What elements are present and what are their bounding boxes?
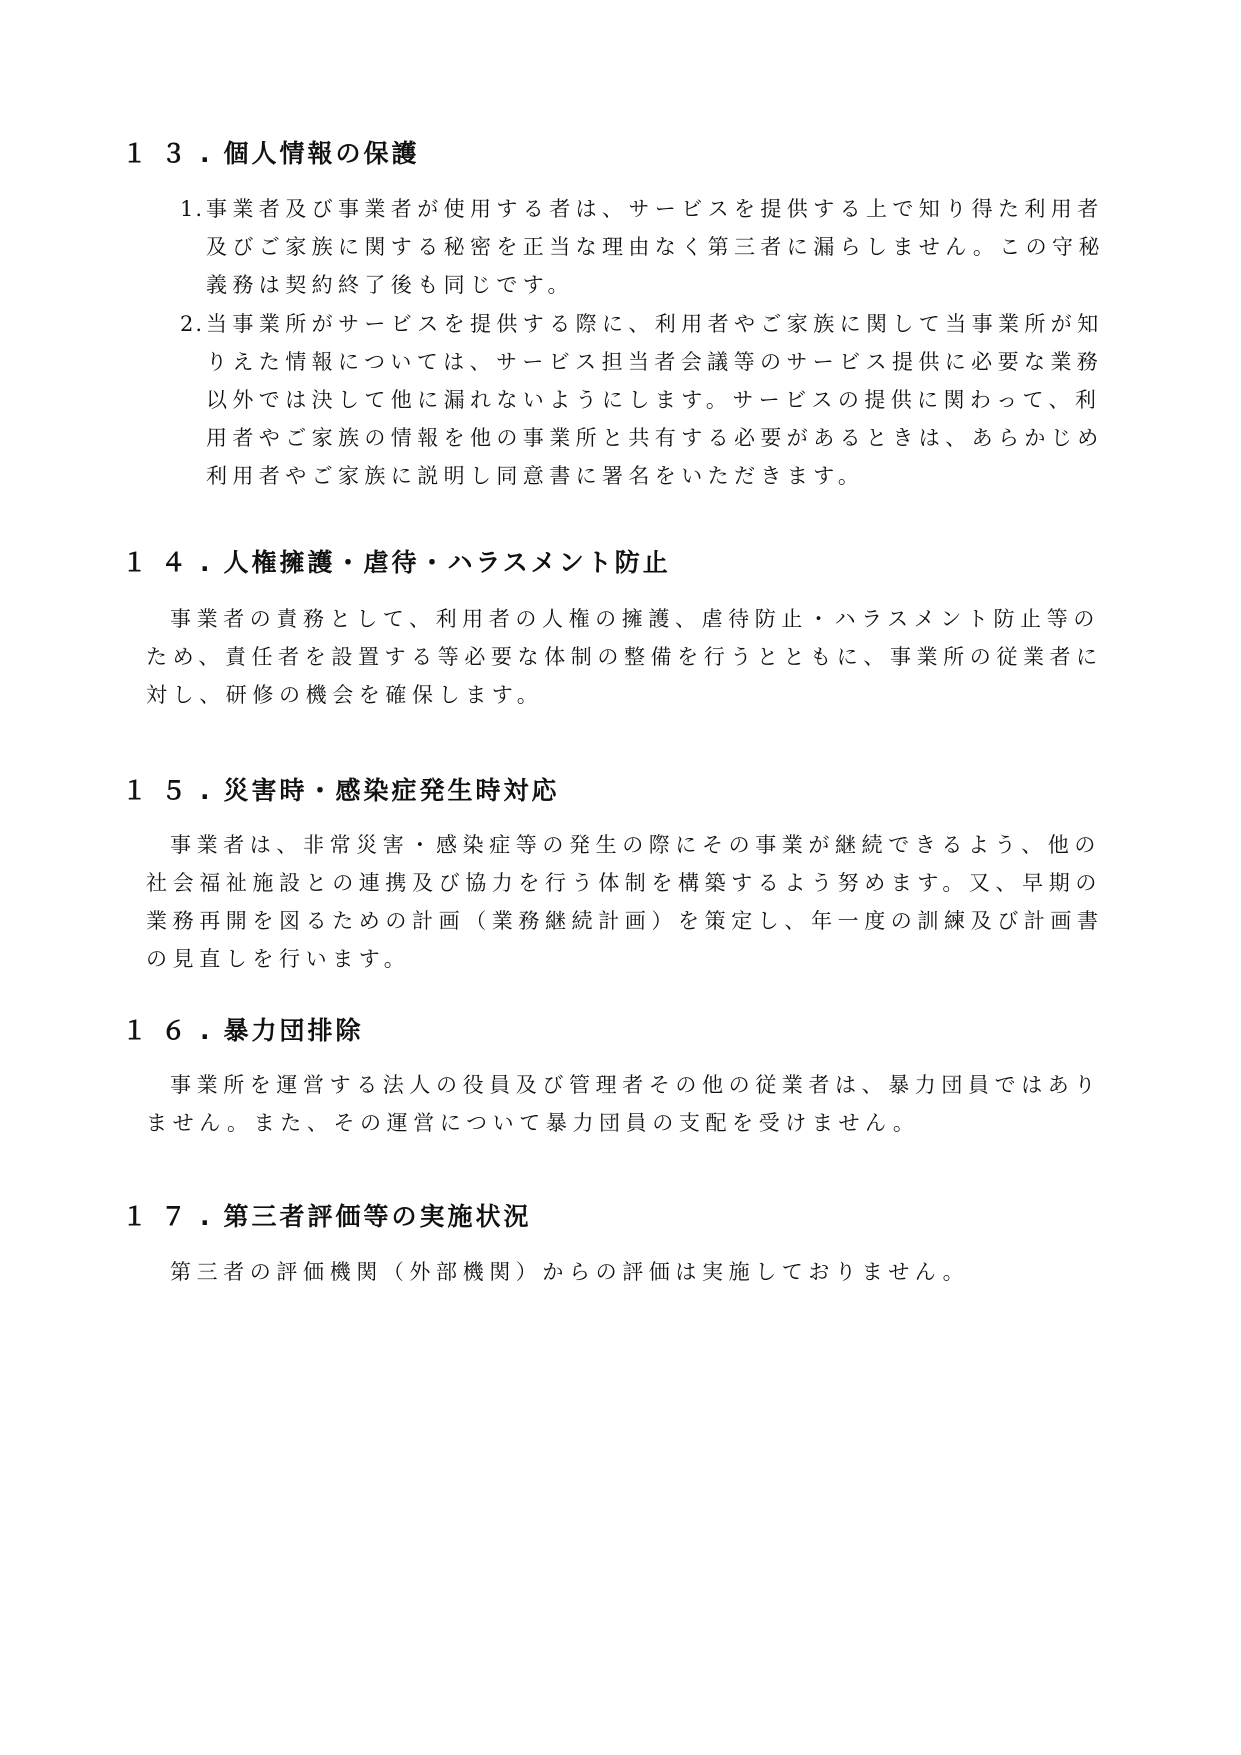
section-17-heading	[122, 1200, 532, 1234]
section-17-number: １７.	[122, 1202, 224, 1231]
list-item-text: 事業者及び事業者が使用する者は、サービスを提供する上で知り得た利用者及びご家族に関する秘密を正当な理由なく第三者に漏らしません。この守秘義務は契約終了後も同じです。	[206, 197, 1105, 297]
list-item	[178, 190, 1118, 304]
section-15-heading	[122, 774, 560, 808]
section-16-number: １６.	[122, 1016, 224, 1045]
section-13-list	[178, 190, 1118, 496]
list-item-text: 当事業所がサービスを提供する際に、利用者やご家族に関して当事業所が知りえた情報については、サービス担当者会議等のサービス提供に必要な業務以外では決して他に漏れないようにします。サービスの提供に関わって、利用者やご家族の情報を他の事業所と共有する必要があるときは、あらかじめ利用者やご家族に説明し同意書に署名をいただきます。	[206, 312, 1104, 488]
section-17-title: 第三者評価等の実施状況	[223, 1202, 532, 1231]
section-14-number: １４.	[122, 548, 224, 577]
section-13-number: １３.	[122, 139, 224, 168]
list-item-marker: 2.	[180, 312, 205, 336]
section-15-number: １５.	[122, 776, 224, 805]
section-16-body: 事業所を運営する法人の役員及び管理者その他の従業者は、暴力団員ではありません。また、その運営について暴力団員の支配を受けません。	[146, 1073, 1101, 1135]
section-16-title: 暴力団排除	[223, 1016, 364, 1045]
section-13-title: 個人情報の保護	[223, 139, 420, 168]
section-16-heading	[122, 1014, 364, 1048]
section-14-title: 人権擁護・虐待・ハラスメント防止	[223, 548, 671, 577]
list-item	[178, 305, 1118, 495]
section-17-body: 第三者の評価機関（外部機関）からの評価は実施しておりません。	[170, 1260, 970, 1284]
list-item-marker: 1.	[180, 197, 205, 221]
section-14-body: 事業者の責務として、利用者の人権の擁護、虐待防止・ハラスメント防止等のため、責任者を設置する等必要な体制の整備を行うとともに、事業所の従業者に対し、研修の機会を確保します。	[146, 607, 1103, 707]
section-15-body: 事業者は、非常災害・感染症等の発生の際にその事業が継続できるよう、他の社会福祉施設との連携及び協力を行う体制を構築するよう努めます。又、早期の業務再開を図るための計画（業務継続計画）を策定し、年一度の訓練及び計画書の見直しを行います。	[146, 833, 1104, 971]
section-13-heading	[122, 137, 420, 171]
section-15-title: 災害時・感染症発生時対応	[223, 776, 560, 805]
section-14-heading	[122, 546, 671, 580]
